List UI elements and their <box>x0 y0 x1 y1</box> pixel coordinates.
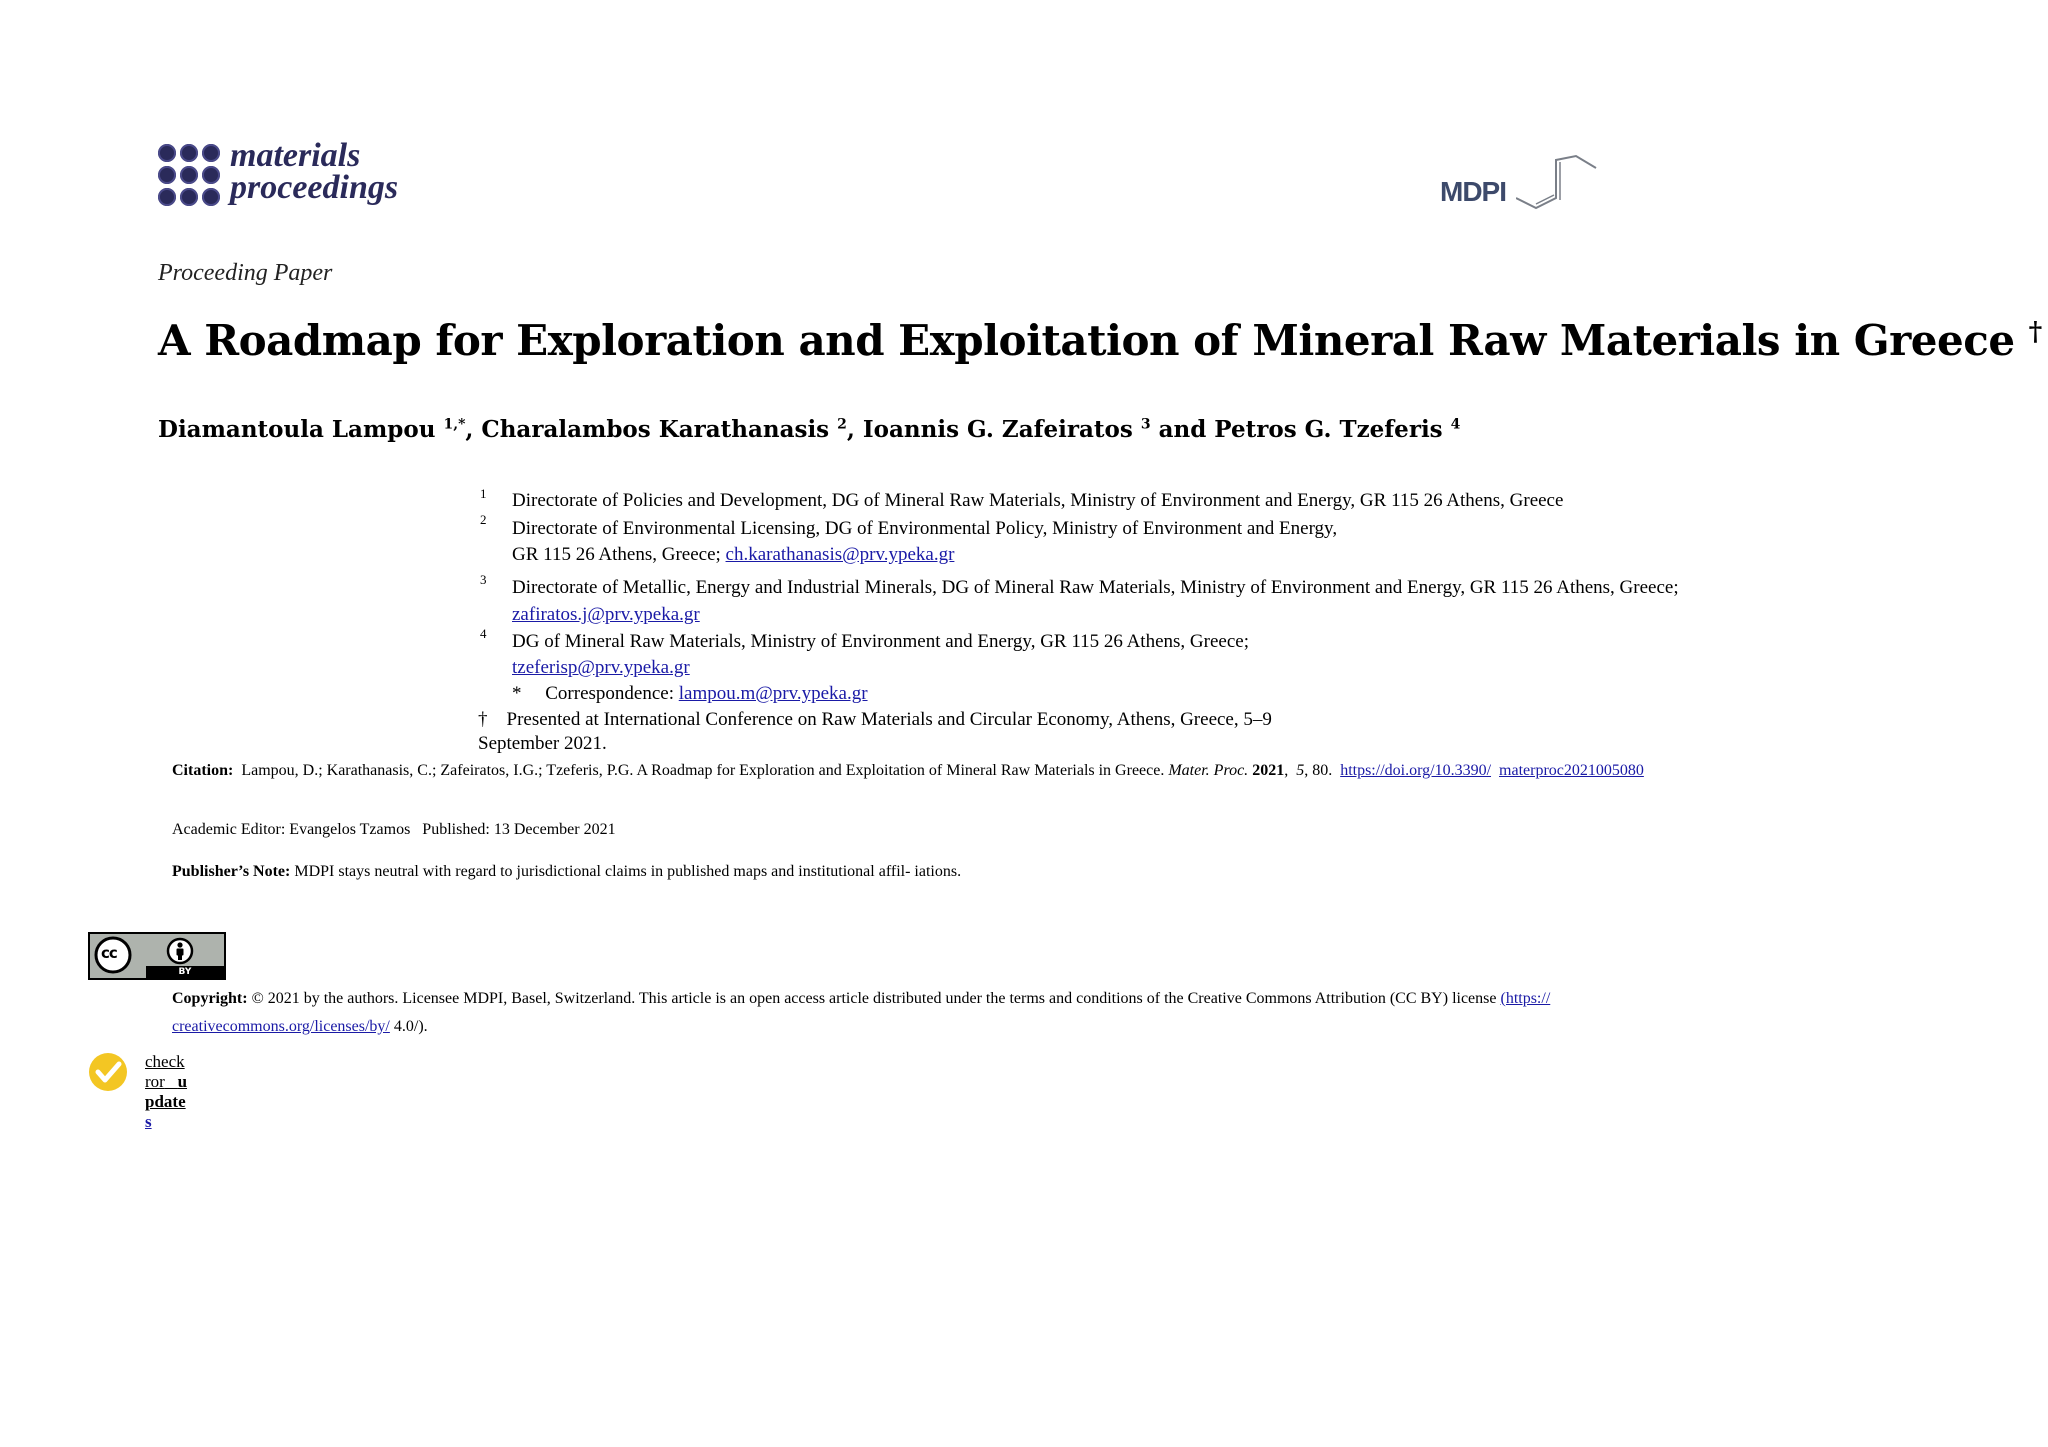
affiliation-2: Directorate of Environmental Licensing, DG of Environmental Policy, Ministry of Environment and Energy, <box>512 518 1338 539</box>
copyright: Copyright: © 2021 by the authors. Licensee MDPI, Basel, Switzerland. This article is an open access article distributed under the terms and conditions of the Creative Commons Attribution (CC BY) license (https:// <box>172 990 1551 1007</box>
attribution-icon <box>166 937 194 965</box>
email-link[interactable]: lampou.m@prv.ypeka.gr <box>678 683 868 704</box>
affiliation-1: Directorate of Policies and Development, DG of Mineral Raw Materials, Ministry of Environment and Energy, GR 115 26 Athens, Greece <box>512 490 1564 511</box>
affiliation-3-email <box>512 604 700 626</box>
affiliation-number: 2 <box>480 512 487 527</box>
logo-dots-icon <box>158 144 220 206</box>
author-name: Ioannis G. Zafeiratos <box>862 416 1133 443</box>
cc-by-label: BY <box>146 966 224 978</box>
affiliation-number: 1 <box>480 486 487 501</box>
journal-logo <box>158 137 418 210</box>
citation: Citation: Lampou, D.; Karathanasis, C.; Zafeiratos, I.G.; Tzeferis, P.G. A Roadmap for Exploration and Exploitation of Mineral Raw Materials in Greece. Mater. Proc. 2021, 5, 80. https://doi.org/10.3390/ materproc2021005080 <box>172 762 1644 779</box>
license-link[interactable]: (https:// <box>1500 990 1551 1007</box>
affiliation-4-email <box>512 657 690 679</box>
paper-title: A Roadmap for Exploration and Exploitation of Mineral Raw Materials in Greece † <box>158 316 2042 365</box>
cc-by-badge[interactable] <box>88 932 226 980</box>
presented-note-line2: September 2021. <box>478 733 607 754</box>
email-link[interactable]: ch.karathanasis@prv.ypeka.gr <box>725 544 955 565</box>
doi-link[interactable]: https://doi.org/10.3390/ <box>1340 762 1492 779</box>
affiliation-number: 3 <box>480 572 487 587</box>
email-link[interactable]: zafiratos.j@prv.ypeka.gr <box>512 604 700 625</box>
affiliation-4: DG of Mineral Raw Materials, Ministry of Environment and Energy, GR 115 26 Athens, Greece; <box>512 631 1249 652</box>
author-name: Petros G. Tzeferis <box>1214 416 1443 443</box>
title-dagger: † <box>2028 317 2042 347</box>
logo-word-proceedings: proceedings <box>230 169 399 206</box>
email-link[interactable]: tzeferisp@prv.ypeka.gr <box>512 657 690 678</box>
presented-note: † Presented at International Conference on Raw Materials and Circular Economy, Athens, Greece, 5–9 <box>478 709 1272 730</box>
mdpi-logo <box>1440 154 1620 210</box>
doi-link-2[interactable]: materproc2021005080 <box>1499 762 1644 779</box>
logo-word-materials: materials <box>230 137 361 174</box>
mdpi-logo-text: MDPI <box>1440 176 1506 207</box>
cc-icon-text: cc <box>101 944 117 962</box>
author-name: Diamantoula Lampou <box>158 416 436 443</box>
academic-editor-line: Academic Editor: Evangelos Tzamos Published: 13 December 2021 <box>172 821 616 838</box>
correspondence: * Correspondence: lampou.m@prv.ypeka.gr <box>512 683 868 704</box>
check-for-updates-link[interactable]: check ror u pdate s <box>145 1052 188 1131</box>
mdpi-molecule-icon <box>1516 154 1620 210</box>
affiliation-2-line2: GR 115 26 Athens, Greece; ch.karathanasis@prv.ypeka.gr <box>512 544 955 565</box>
publisher-note: Publisher’s Note: MDPI stays neutral with regard to jurisdictional claims in published maps and institutional affil- iations. <box>172 863 962 880</box>
copyright-line2: creativecommons.org/licenses/by/ 4.0/). <box>172 1018 428 1035</box>
author-list: Diamantoula Lampou $^{1,*}$, Charalambos Karathanasis $^2$, Ioannis G. Zafeiratos $^3$ and Petros G. Tzeferis $^4$ <box>158 416 1461 443</box>
affiliation-number: 4 <box>480 626 487 641</box>
affiliation-3: Directorate of Metallic, Energy and Industrial Minerals, DG of Mineral Raw Materials, Ministry of Environment and Energy, GR 115 26 Athens, Greece; <box>512 577 1679 598</box>
check-for-updates-icon[interactable] <box>88 1052 128 1092</box>
author-name: Charalambos Karathanasis <box>481 416 830 443</box>
paper-type: Proceeding Paper <box>158 260 333 286</box>
license-link-2[interactable]: creativecommons.org/licenses/by/ <box>172 1018 390 1035</box>
